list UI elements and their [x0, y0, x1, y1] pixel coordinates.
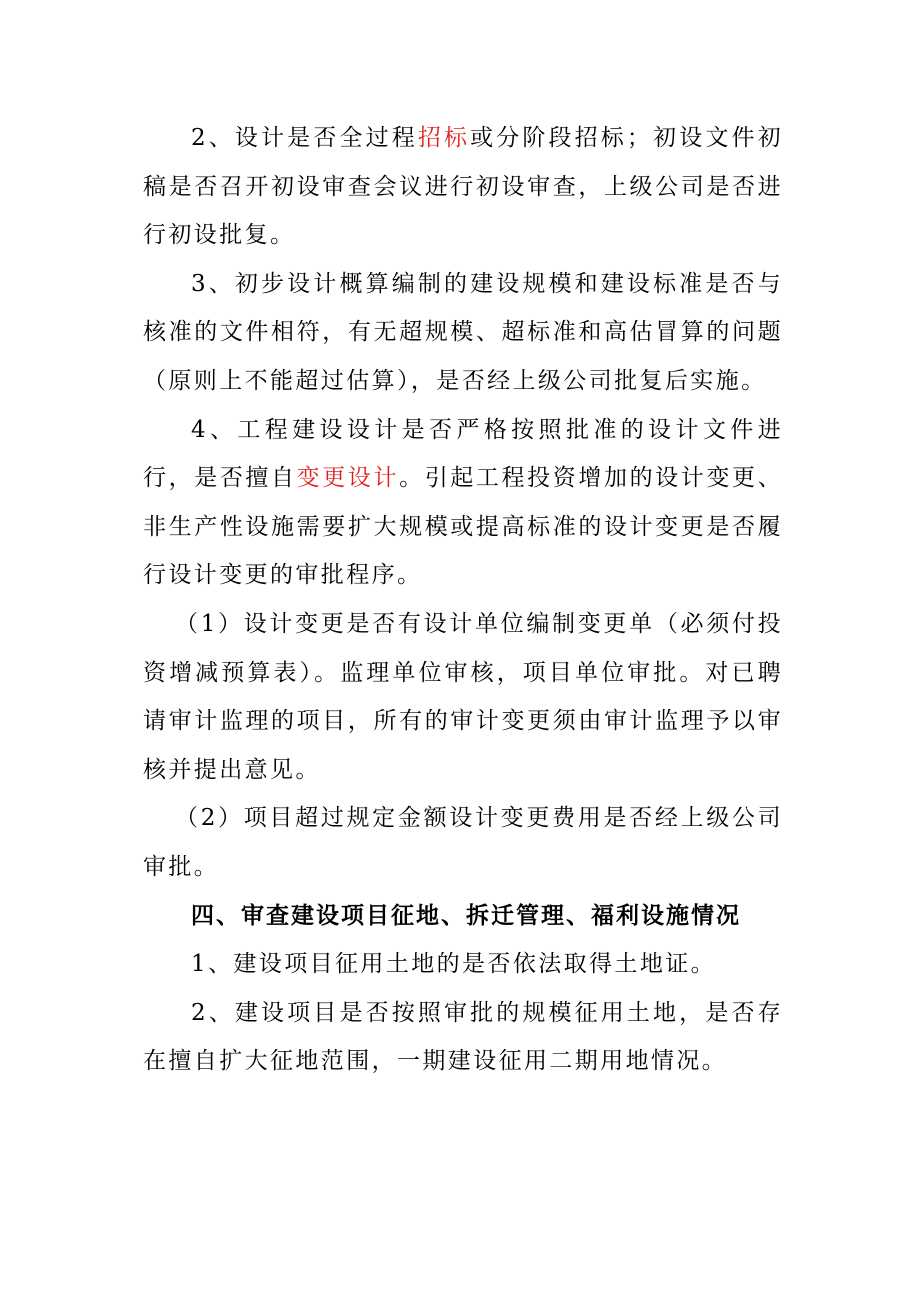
highlighted-term: 招标	[417, 125, 471, 151]
section-heading: 四、审查建设项目征地、拆迁管理、福利设施情况	[191, 902, 741, 929]
paragraph-change-cost: （2）项目超过规定金额设计变更费用是否经上级公司审批。	[143, 805, 783, 880]
paragraph-design-bidding	[143, 114, 783, 260]
paragraph-text: 2、设计是否全过程	[191, 125, 418, 151]
paragraph-budget-estimate: 3、初步设计概算编制的建设规模和建设标准是否与核准的文件相符，有无超规模、超标准和高估冒算的问题（原则上不能超过估算），是否经上级公司批复后实施。	[143, 270, 783, 394]
paragraph-design-change	[143, 406, 783, 600]
paragraph-land-scope: 2、建设项目是否按照审批的规模征用土地，是否存在擅自扩大征地范围，一期建设征用二期用地情况。	[143, 999, 783, 1075]
paragraph-change-order: （1）设计变更是否有设计单位编制变更单（必须付投资增减预算表）。监理单位审核，项目单位审批。对已聘请审计监理的项目，所有的审计变更须由审计监理予以审核并提出意见。	[143, 610, 783, 783]
paragraph-land-certificate: 1、建设项目征用土地的是否依法取得土地证。	[191, 951, 717, 978]
highlighted-term: 变更设计	[296, 465, 400, 492]
paragraph-text: 。引起工程投资增加的设计变更、非生产性设施需要扩大规模或提高标准的设计变更是否履行设计变更的审批程序。	[143, 465, 784, 589]
document-page	[143, 114, 783, 1086]
paragraph-text: 4、工程建设设计是否严格按照批准的设计文件进行，是否擅自	[143, 416, 783, 492]
paragraph-text: 或分阶段招标；初设文件初稿是否召开初设审查会议进行初设审查，上级公司是否进行初设批复。	[143, 125, 783, 249]
